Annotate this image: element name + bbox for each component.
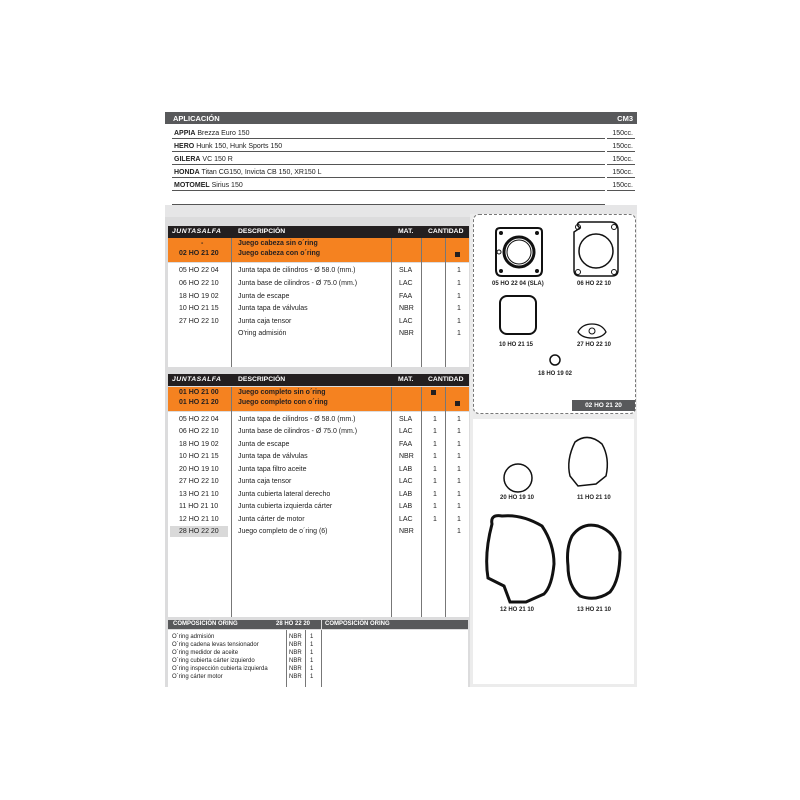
- part-code: 28 HO 22 20: [179, 528, 219, 535]
- part-label: 13 HO 21 10: [577, 607, 612, 613]
- part-mat: NBR: [399, 453, 414, 460]
- oring-qty: 1: [310, 674, 314, 680]
- part-desc: Junta base de cilindros - Ø 75.0 (mm.): [238, 428, 358, 435]
- part-mat: NBR: [399, 528, 414, 535]
- table-row: [168, 515, 469, 527]
- part-desc: Junta caja tensor: [238, 478, 292, 485]
- composition-title: COMPOSICIÓN ORING: [173, 621, 238, 627]
- part-desc: Junta cubierta izquierda cárter: [238, 503, 333, 510]
- part-qty: 1: [457, 318, 461, 325]
- kit-desc: Juego cabeza con o´ring: [238, 250, 321, 257]
- part-mat: FAA: [399, 441, 413, 448]
- part-desc: Junta tapa de válvulas: [238, 453, 308, 460]
- part-qty: 1: [433, 453, 437, 460]
- part-qty: 1: [457, 305, 461, 312]
- reference-tag: 02 HO 21 20: [572, 400, 635, 411]
- part-qty: 1: [457, 280, 461, 287]
- brand-logo: JUNTASALFA: [172, 228, 222, 235]
- part-mat: LAB: [399, 466, 413, 473]
- oring-mat: NBR: [289, 642, 302, 648]
- table-row: [168, 477, 469, 489]
- table-row: [168, 279, 469, 291]
- table-row: [168, 329, 469, 341]
- part-qty: 1: [433, 478, 437, 485]
- part-qty: 1: [457, 453, 461, 460]
- col-material: MAT.: [398, 228, 414, 235]
- part-desc: Junta tapa de válvulas: [238, 305, 308, 312]
- part-code: 20 HO 19 10: [179, 466, 219, 473]
- part-mat: FAA: [399, 293, 413, 300]
- cc-value: 150cc.: [612, 130, 633, 137]
- part-mat: LAB: [399, 503, 413, 510]
- kit-code: 02 HO 21 20: [179, 250, 219, 257]
- table-row: [168, 266, 469, 278]
- part-qty: 1: [457, 267, 461, 274]
- part-qty: 1: [433, 491, 437, 498]
- part-qty: 1: [457, 503, 461, 510]
- model-name: VC 150 R: [202, 156, 233, 163]
- cc-value: 150cc.: [612, 156, 633, 163]
- composition-header-right: [322, 620, 468, 629]
- table-row: [168, 304, 469, 316]
- kit-qty-cell: [446, 387, 469, 411]
- part-mat: LAB: [399, 491, 413, 498]
- composition-title: COMPOSICIÓN ORING: [325, 621, 390, 627]
- composition-row: [170, 650, 315, 658]
- part-qty: 1: [457, 466, 461, 473]
- cc-value: 150cc.: [612, 169, 633, 176]
- part-code: 11 HO 21 10: [179, 503, 219, 510]
- brand-logo: JUNTASALFA: [172, 376, 222, 383]
- part-desc: Junta cubierta lateral derecho: [238, 491, 331, 498]
- cc-column-title: CM3: [617, 114, 633, 123]
- part-code: 10 HO 21 15: [179, 305, 219, 312]
- col-material: MAT.: [398, 376, 414, 383]
- part-code: 12 HO 21 10: [179, 516, 219, 523]
- composition-row: [170, 642, 315, 650]
- table-row: [168, 502, 469, 514]
- kit-mat-cell: [392, 238, 421, 262]
- part-mat: SLA: [399, 416, 413, 423]
- kit-qty-cell: [422, 387, 445, 411]
- part-mat: LAC: [399, 280, 413, 287]
- kit-qty-cell: [422, 238, 445, 262]
- part-label: 20 HO 19 10: [500, 495, 535, 501]
- composition-row: [170, 658, 315, 666]
- kit-code: -: [201, 240, 204, 247]
- valve-cover-gasket-drawing: [500, 296, 536, 334]
- part-qty: 1: [457, 416, 461, 423]
- oring-qty: 1: [310, 658, 314, 664]
- col-description: DESCRIPCIÓN: [238, 376, 286, 383]
- table-row: [168, 440, 469, 452]
- kit-desc: Juego cabeza sin o´ring: [238, 240, 318, 247]
- table-row: [168, 452, 469, 464]
- application-row: [172, 154, 635, 166]
- application-row: [172, 128, 635, 140]
- kit-code: 01 HO 21 20: [179, 399, 219, 406]
- part-code: 06 HO 22 10: [179, 428, 219, 435]
- part-mat: NBR: [399, 330, 414, 337]
- brand-name: HONDA: [174, 169, 200, 176]
- part-qty: 1: [457, 516, 461, 523]
- application-row: [172, 167, 635, 179]
- oring-desc: O´ring cubierta cárter izquierdo: [172, 658, 255, 664]
- part-mat: LAC: [399, 428, 413, 435]
- part-desc: Junta tapa filtro aceite: [238, 466, 307, 473]
- table-row: [168, 415, 469, 427]
- part-mat: LAC: [399, 516, 413, 523]
- part-desc: Junta tapa de cilindros - Ø 58.0 (mm.): [238, 416, 356, 423]
- table-row: [168, 490, 469, 502]
- part-code: 27 HO 22 10: [179, 318, 219, 325]
- part-code: 27 HO 22 10: [179, 478, 219, 485]
- part-qty: 1: [433, 516, 437, 523]
- kit-desc: Juego completo sin o´ring: [238, 389, 326, 396]
- table-row: [168, 292, 469, 304]
- part-code: 13 HO 21 10: [179, 491, 219, 498]
- application-title: APLICACIÓN: [173, 114, 220, 123]
- part-qty: 1: [433, 466, 437, 473]
- composition-row: [170, 666, 315, 674]
- part-code: 18 HO 19 02: [179, 441, 219, 448]
- composition-row: [170, 674, 315, 682]
- table-row: [168, 427, 469, 439]
- oring-mat: NBR: [289, 658, 302, 664]
- oring-mat: NBR: [289, 650, 302, 656]
- oring-desc: O´ring cadena levas tensionador: [172, 642, 259, 648]
- part-label: 18 HO 19 02: [538, 371, 573, 377]
- model-name: Sirius 150: [211, 182, 243, 189]
- part-qty: 1: [433, 503, 437, 510]
- composition-row: [170, 634, 315, 642]
- application-row: [172, 141, 635, 153]
- model-name: Hunk 150, Hunk Sports 150: [196, 143, 283, 150]
- qty-marker: [455, 252, 460, 257]
- part-desc: O'ring admisión: [238, 330, 287, 337]
- composition-code: 28 HO 22 20: [276, 621, 311, 627]
- part-qty: 1: [457, 478, 461, 485]
- oring-desc: O´ring cárter motor: [172, 674, 223, 680]
- part-qty: 1: [457, 491, 461, 498]
- part-desc: Junta base de cilindros - Ø 75.0 (mm.): [238, 280, 358, 287]
- part-qty: 1: [433, 428, 437, 435]
- oil-filter-gasket-drawing: [504, 464, 532, 492]
- part-qty: 1: [457, 330, 461, 337]
- cc-value: 150cc.: [612, 182, 633, 189]
- table-row: [168, 465, 469, 477]
- exhaust-ring-drawing: [550, 355, 560, 365]
- part-desc: Junta tapa de cilindros - Ø 58.0 (mm.): [238, 267, 356, 274]
- part-qty: 1: [457, 428, 461, 435]
- tensor-gasket-drawing: [578, 324, 606, 338]
- part-code: 05 HO 22 04: [179, 416, 219, 423]
- oring-mat: NBR: [289, 666, 302, 672]
- qty-marker: [431, 390, 436, 395]
- part-qty: 1: [433, 416, 437, 423]
- part-mat: SLA: [399, 267, 413, 274]
- crankcase-gasket-drawing: [487, 516, 554, 602]
- part-desc: Juego completo de o´ring (6): [238, 528, 328, 535]
- oring-mat: NBR: [289, 634, 302, 640]
- part-code: 10 HO 21 15: [179, 453, 219, 460]
- oring-desc: O´ring inspección cubierta izquierda: [172, 666, 268, 672]
- kit-code: 01 HO 21 00: [179, 389, 219, 396]
- composition-header: [168, 620, 321, 629]
- brand-name: HERO: [174, 143, 195, 150]
- part-code: 05 HO 22 04: [179, 267, 219, 274]
- table1-header: [168, 226, 469, 238]
- part-qty: 1: [457, 293, 461, 300]
- part-code: 06 HO 22 10: [179, 280, 219, 287]
- part-label: 12 HO 21 10: [500, 607, 535, 613]
- brand-name: MOTOMEL: [174, 182, 210, 189]
- table2-header: [168, 374, 469, 386]
- part-desc: Junta de escape: [238, 293, 290, 300]
- part-mat: LAC: [399, 478, 413, 485]
- part-desc: Junta de escape: [238, 441, 290, 448]
- part-desc: Junta cárter de motor: [238, 516, 305, 523]
- kit-block: [168, 387, 391, 411]
- part-qty: 1: [457, 528, 461, 535]
- left-cover-gasket-drawing: [569, 437, 608, 486]
- col-description: DESCRIPCIÓN: [238, 228, 286, 235]
- part-mat: NBR: [399, 305, 414, 312]
- part-label: 11 HO 21 10: [577, 495, 611, 501]
- cc-value: 150cc.: [612, 143, 633, 150]
- part-qty: 1: [457, 441, 461, 448]
- application-header: [165, 112, 637, 124]
- part-code: 18 HO 19 02: [179, 293, 219, 300]
- kit-block: [168, 238, 391, 262]
- table-row: [168, 317, 469, 329]
- application-row: [172, 180, 635, 192]
- part-mat: LAC: [399, 318, 413, 325]
- part-label: 27 HO 22 10: [577, 342, 612, 348]
- brand-name: GILERA: [174, 156, 201, 163]
- oring-mat: NBR: [289, 674, 302, 680]
- oring-desc: O´ring medidor de aceite: [172, 650, 239, 656]
- part-desc: Junta caja tensor: [238, 318, 292, 325]
- oring-qty: 1: [310, 642, 314, 648]
- oring-desc: O´ring admisión: [172, 634, 215, 640]
- qty-marker: [455, 401, 460, 406]
- cylinder-head-gasket-drawing: [496, 228, 542, 276]
- part-qty: 1: [433, 441, 437, 448]
- kit-desc: Juego completo con o´ring: [238, 399, 328, 406]
- table-row: [168, 527, 469, 539]
- col-quantity: CANTIDAD: [428, 376, 464, 383]
- part-label: 05 HO 22 04 (SLA): [492, 281, 544, 287]
- col-quantity: CANTIDAD: [428, 228, 464, 235]
- oring-qty: 1: [310, 666, 314, 672]
- part-label: 10 HO 21 15: [499, 342, 534, 348]
- model-name: Titan CG150, Invicta CB 150, XR150 L: [201, 169, 322, 176]
- oring-qty: 1: [310, 650, 314, 656]
- kit-qty-cell: [446, 238, 469, 262]
- kit-mat-cell: [392, 387, 421, 411]
- oring-qty: 1: [310, 634, 314, 640]
- right-cover-gasket-drawing: [568, 525, 621, 598]
- part-label: 06 HO 22 10: [577, 281, 612, 287]
- model-name: Brezza Euro 150: [197, 130, 250, 137]
- cylinder-base-gasket-drawing: [574, 222, 618, 276]
- brand-name: APPIA: [174, 130, 196, 137]
